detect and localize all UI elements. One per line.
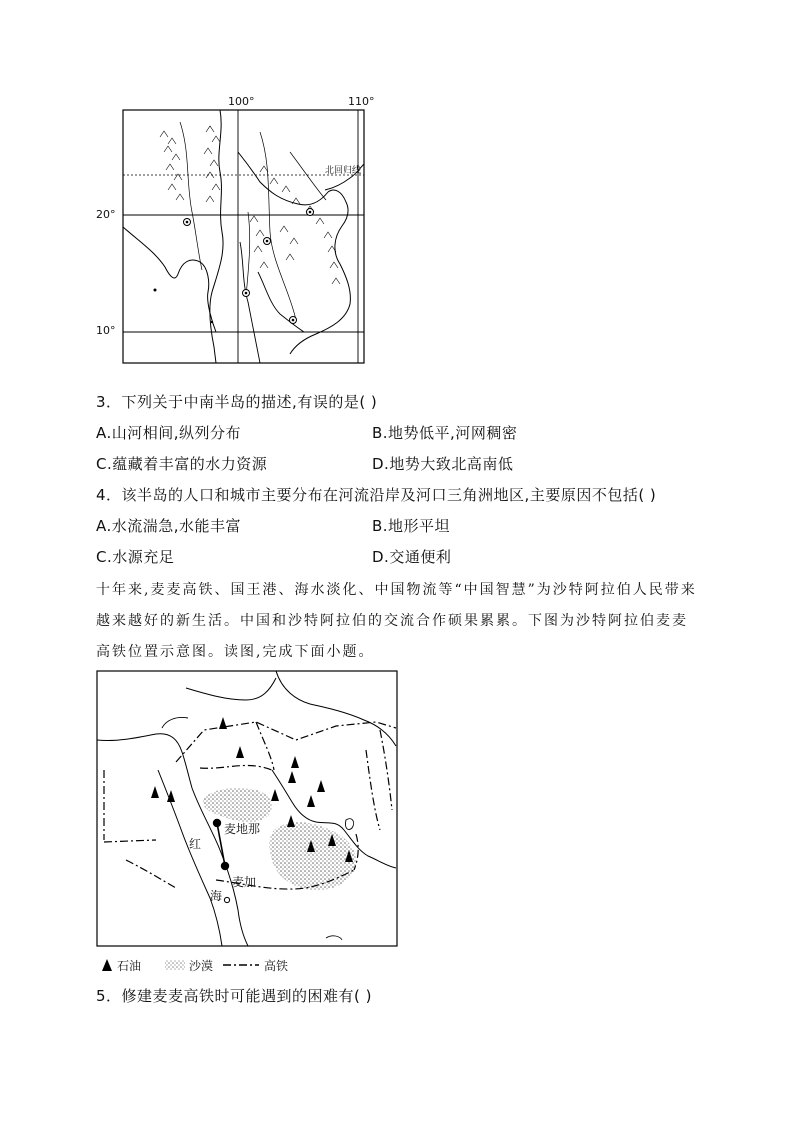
lat-20-label: 20°: [96, 208, 116, 221]
saudi-railway-map: [96, 670, 398, 948]
mecca-label: 麦加: [232, 875, 257, 889]
red-sea-label-1: 红: [189, 837, 202, 851]
q3-option-d: D.地势大致北高南低: [372, 455, 514, 473]
lon-100-label: 100°: [228, 95, 255, 108]
red-sea-label-2: 海: [210, 889, 223, 903]
q4-option-c: C.水源充足: [96, 548, 175, 566]
desert-icon: [164, 958, 186, 972]
q5-stem: 5．修建麦麦高铁时可能遇到的困难有( ): [96, 987, 373, 1005]
railway-icon: [222, 961, 260, 969]
lon-110-label: 110°: [348, 95, 375, 108]
q3-stem: 3．下列关于中南半岛的描述,有误的是( ): [96, 393, 378, 411]
indochina-map: [96, 92, 382, 367]
intro-line-3: 高铁位置示意图。读图,完成下面小题。: [96, 644, 375, 660]
indochina-map-graphic: [120, 92, 382, 367]
intro-line-1: 十年来,麦麦高铁、国王港、海水淡化、中国物流等“中国智慧”为沙特阿拉伯人民带来: [96, 582, 697, 598]
q3-option-b: B.地势低平,河网稠密: [372, 424, 518, 442]
lat-10-label: 10°: [96, 324, 116, 337]
legend-railway-label: 高铁: [264, 959, 289, 973]
legend-desert-label: 沙漠: [189, 959, 214, 973]
saudi-map-graphic: [96, 670, 398, 948]
q3-option-a: A.山河相间,纵列分布: [96, 424, 242, 442]
map-legend: [96, 955, 396, 975]
tropic-label: 北回归线: [325, 166, 362, 176]
intro-line-2: 越来越好的新生活。中国和沙特阿拉伯的交流合作硕果累累。下图为沙特阿拉伯麦麦: [96, 613, 688, 629]
medina-label: 麦地那: [224, 822, 261, 836]
legend-oil-label: 石油: [117, 959, 142, 973]
q4-option-d: D.交通便利: [372, 548, 452, 566]
q4-stem: 4．该半岛的人口和城市主要分布在河流沿岸及河口三角洲地区,主要原因不包括( ): [96, 486, 657, 504]
q4-option-b: B.地形平坦: [372, 517, 451, 535]
q4-option-a: A.水流湍急,水能丰富: [96, 517, 242, 535]
q3-option-c: C.蕴藏着丰富的水力资源: [96, 455, 268, 473]
oil-icon: [101, 958, 113, 972]
